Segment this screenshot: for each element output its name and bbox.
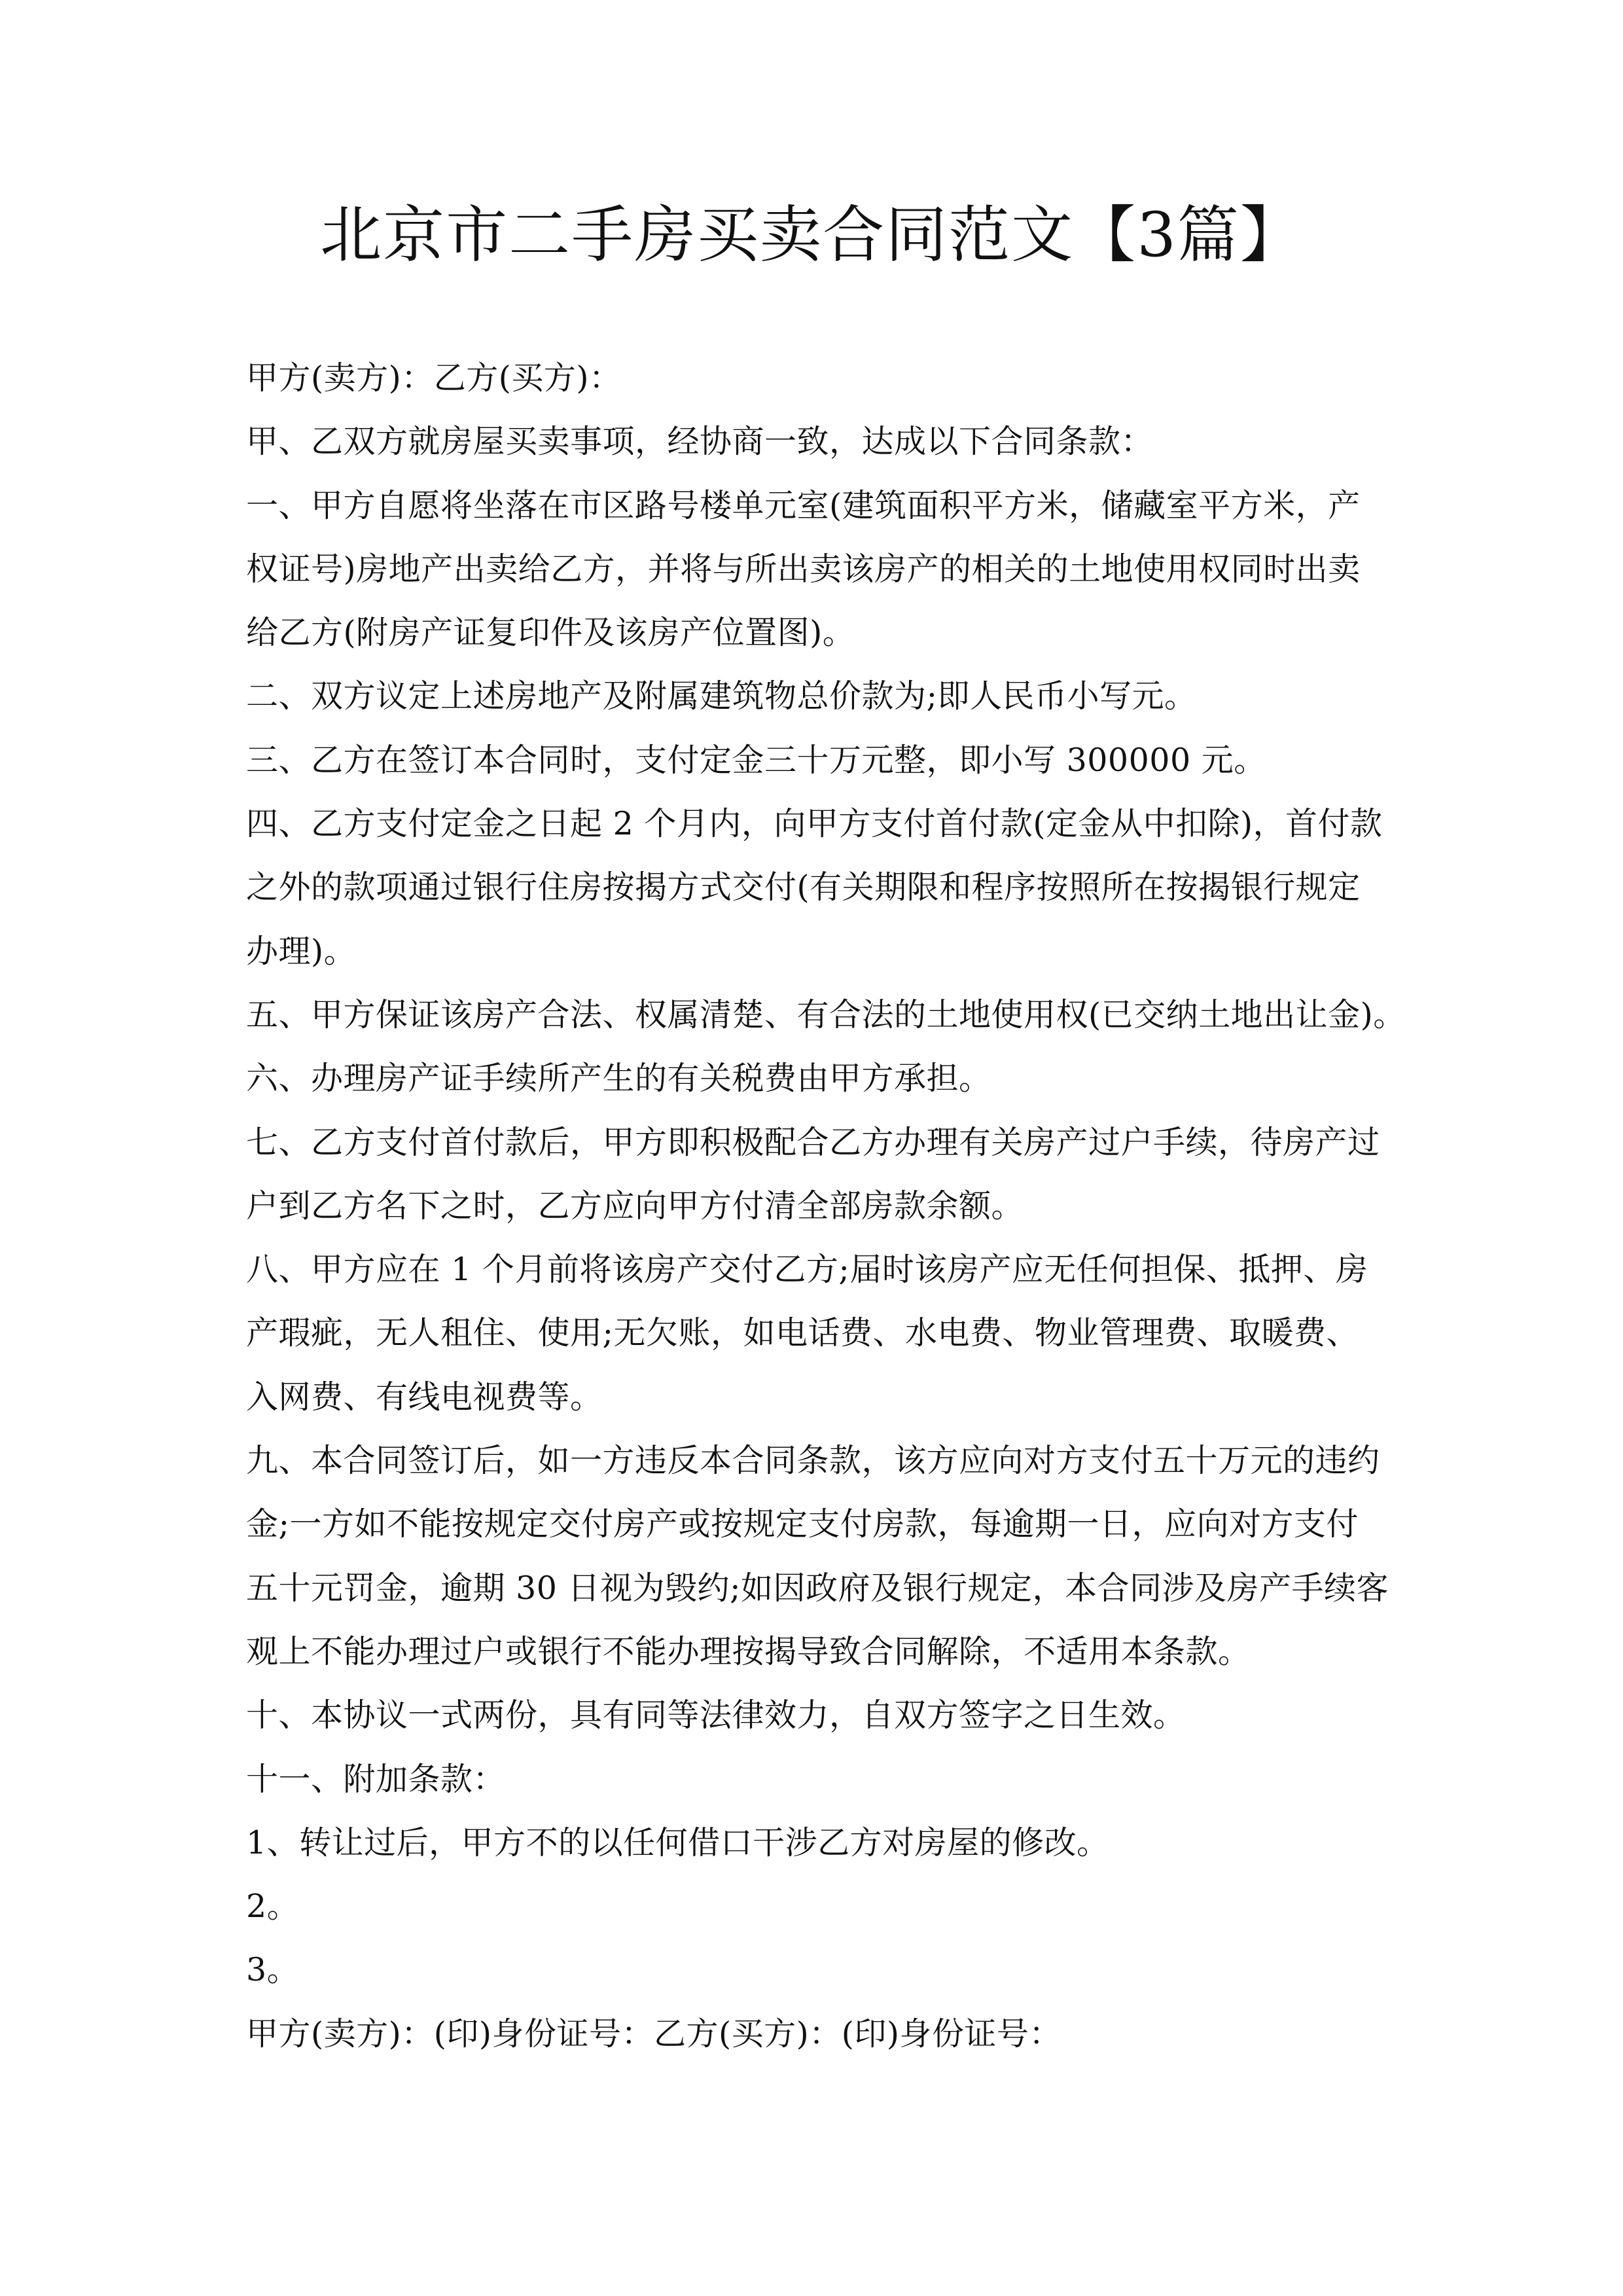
contract-text-line: 十一、附加条款：	[246, 1760, 506, 1798]
contract-text-line: 产瑕疵，无人租住、使用;无欠账，如电话费、水电费、物业管理费、取暖费、	[246, 1314, 1359, 1352]
contract-text-line: 六、办理房产证手续所产生的有关税费由甲方承担。	[246, 1060, 991, 1098]
contract-text-line: 五、甲方保证该房产合法、权属清楚、有合法的土地使用权(已交纳土地出让金)。	[246, 996, 1406, 1033]
contract-text-line: 办理)。	[246, 932, 357, 970]
contract-text-line: 八、甲方应在 1 个月前将该房产交付乙方;届时该房产应无任何担保、抵押、房	[246, 1251, 1368, 1289]
contract-text-line: 一、甲方自愿将坐落在市区路号楼单元室(建筑面积平方米，储藏室平方米，产	[246, 486, 1361, 524]
contract-text-line: 金;一方如不能按规定交付房产或按规定支付房款，每逾期一日，应向对方支付	[246, 1505, 1359, 1543]
contract-text-line: 甲方(卖方)：乙方(买方)：	[246, 359, 622, 397]
contract-text-line: 3。	[246, 1951, 300, 1989]
contract-text-line: 甲、乙双方就房屋买卖事项，经协商一致，达成以下合同条款：	[246, 423, 1154, 461]
contract-text-line: 权证号)房地产出卖给乙方，并将与所出卖该房产的相关的土地使用权同时出卖	[246, 550, 1361, 588]
contract-text-line: 1、转让过后，甲方不的以任何借口干涉乙方对房屋的修改。	[246, 1823, 1109, 1861]
contract-text-line: 四、乙方支付定金之日起 2 个月内，向甲方支付首付款(定金从中扣除)，首付款	[246, 805, 1383, 843]
contract-text-line: 五十元罚金，逾期 30 日视为毁约;如因政府及银行规定，本合同涉及房产手续客	[246, 1569, 1389, 1607]
contract-text-line: 七、乙方支付首付款后，甲方即积极配合乙方办理有关房产过户手续，待房产过	[246, 1123, 1380, 1161]
contract-text-line: 三、乙方在签订本合同时，支付定金三十万元整，即小写 300000 元。	[246, 741, 1266, 779]
document-title: 北京市二手房买卖合同范文【3篇】	[320, 200, 1303, 271]
contract-text-line: 甲方(卖方)：(印)身份证号：乙方(买方)：(印)身份证号：	[246, 2015, 1061, 2053]
contract-body	[246, 346, 1424, 2066]
contract-text-line: 二、双方议定上述房地产及附属建筑物总价款为;即人民币小写元。	[246, 677, 1197, 715]
contract-text-line: 之外的款项通过银行住房按揭方式交付(有关期限和程序按照所在按揭银行规定	[246, 869, 1361, 906]
contract-text-line: 观上不能办理过户或银行不能办理按揭导致合同解除，不适用本条款。	[246, 1632, 1251, 1670]
contract-text-line: 户到乙方名下之时，乙方应向甲方付清全部房款余额。	[246, 1187, 1024, 1225]
contract-text-line: 给乙方(附房产证复印件及该房产位置图)。	[246, 614, 855, 652]
contract-text-line: 十、本协议一式两份，具有同等法律效力，自双方签字之日生效。	[246, 1696, 1186, 1734]
contract-text-line: 九、本合同签订后，如一方违反本合同条款，该方应向对方支付五十万元的违约	[246, 1442, 1380, 1480]
contract-text-line: 2。	[246, 1888, 300, 1926]
contract-text-line: 入网费、有线电视费等。	[246, 1378, 603, 1416]
